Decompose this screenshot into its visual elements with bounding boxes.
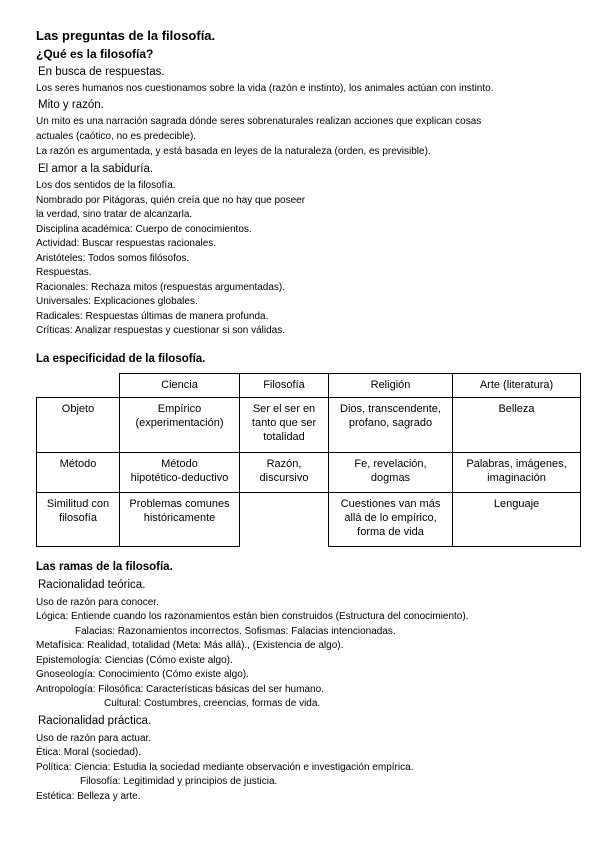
list-item: Actividad: Buscar respuestas racionales.	[36, 238, 217, 249]
table-row	[37, 453, 581, 493]
list-item: Críticas: Analizar respuestas y cuestionar si son válidas.	[36, 325, 285, 336]
table-cell: Empírico (experimentación)	[120, 398, 240, 453]
subheading-mito: Mito y razón.	[38, 99, 104, 111]
list-item: la verdad, sino tratar de alcanzarla.	[36, 209, 193, 220]
table-row-label: Similitud con filosofía	[37, 493, 120, 547]
table-cell: Ser el ser en tanto que ser totalidad	[240, 398, 329, 453]
paragraph-line: La razón es argumentada, y está basada en leyes de la naturaleza (orden, es previsible).	[36, 146, 431, 157]
table-row-label: Objeto	[37, 398, 120, 453]
list-item: Universales: Explicaciones globales.	[36, 296, 198, 307]
list-item: Los dos sentidos de la filosofía.	[36, 180, 176, 191]
list-item: Lógica: Entiende cuando los razonamientos están bien construidos (Estructura del conocimiento).	[36, 611, 469, 622]
section-heading-especificidad: La especificidad de la filosofía.	[36, 353, 206, 365]
subheading-amor: El amor a la sabiduría.	[38, 163, 154, 175]
subheading-teorica: Racionalidad teórica.	[38, 579, 146, 591]
section-heading-ramas: Las ramas de la filosofía.	[36, 561, 173, 573]
table-corner-cell	[37, 374, 120, 398]
list-item: Respuestas.	[36, 267, 92, 278]
list-item: Disciplina académica: Cuerpo de conocimientos.	[36, 224, 252, 235]
paragraph-line: actuales (caótico, no es predecible).	[36, 131, 197, 142]
list-item: Política: Ciencia: Estudia la sociedad mediante observación e investigación empírica.	[36, 762, 414, 773]
subheading-busca: En busca de respuestas.	[38, 66, 165, 78]
table-cell: Problemas comunes históricamente	[120, 493, 240, 547]
section-heading-que-es: ¿Qué es la filosofía?	[36, 47, 154, 61]
list-item: Aristóteles: Todos somos filósofos.	[36, 253, 190, 264]
table-cell: Dios, transcendente, profano, sagrado	[329, 398, 453, 453]
table-header-cell: Arte (literatura)	[453, 374, 581, 398]
list-item: Estética: Belleza y arte.	[36, 791, 141, 802]
list-item: Gnoseología: Conocimiento (Cómo existe algo).	[36, 669, 249, 680]
table-row-label: Método	[37, 453, 120, 493]
table-cell: Palabras, imágenes, imaginación	[453, 453, 581, 493]
table-header-cell: Ciencia	[120, 374, 240, 398]
list-item: Racionales: Rechaza mitos (respuestas argumentadas).	[36, 282, 286, 293]
table-cell: Belleza	[453, 398, 581, 453]
list-item: Filosofía: Legitimidad y principios de justicia.	[80, 776, 278, 787]
subheading-practica: Racionalidad práctica.	[38, 715, 152, 727]
paragraph-line: Los seres humanos nos cuestionamos sobre la vida (razón e instinto), los animales actúan con instinto.	[36, 83, 494, 94]
document-title: Las preguntas de la filosofía.	[36, 28, 216, 43]
table-cell: Método hipotético-deductivo	[120, 453, 240, 493]
table-cell-empty	[240, 493, 329, 547]
list-item: Nombrado por Pitágoras, quién creía que no hay que poseer	[36, 195, 306, 206]
table-header-cell: Filosofía	[240, 374, 329, 398]
table-cell: Fe, revelación, dogmas	[329, 453, 453, 493]
table-header-cell: Religión	[329, 374, 453, 398]
table-row	[37, 398, 581, 453]
list-item: Ética: Moral (sociedad).	[36, 747, 142, 758]
comparison-table	[36, 373, 581, 547]
list-item: Antropología: Filosófica: Características básicas del ser humano.	[36, 684, 324, 695]
list-item: Epistemología: Ciencias (Cómo existe algo).	[36, 655, 233, 666]
list-item: Cultural: Costumbres, creencias, formas de vida.	[104, 698, 321, 709]
table-row	[37, 493, 581, 547]
list-item: Radicales: Respuestas últimas de manera profunda.	[36, 311, 269, 322]
table-header-row	[37, 374, 581, 398]
table-cell: Lenguaje	[453, 493, 581, 547]
table-cell: Razón, discursivo	[240, 453, 329, 493]
list-item: Uso de razón para conocer.	[36, 597, 159, 608]
paragraph-line: Un mito es una narración sagrada dónde seres sobrenaturales realizan acciones que explican cosas	[36, 116, 482, 127]
list-item: Falacias: Razonamientos incorrectos. Sofismas: Falacias intencionadas.	[75, 626, 396, 637]
list-item: Uso de razón para actuar.	[36, 733, 152, 744]
table-cell: Cuestiones van más allá de lo empírico, forma de vida	[329, 493, 453, 547]
list-item: Metafísica: Realidad, totalidad (Meta: Más allá)., (Existencia de algo).	[36, 640, 344, 651]
